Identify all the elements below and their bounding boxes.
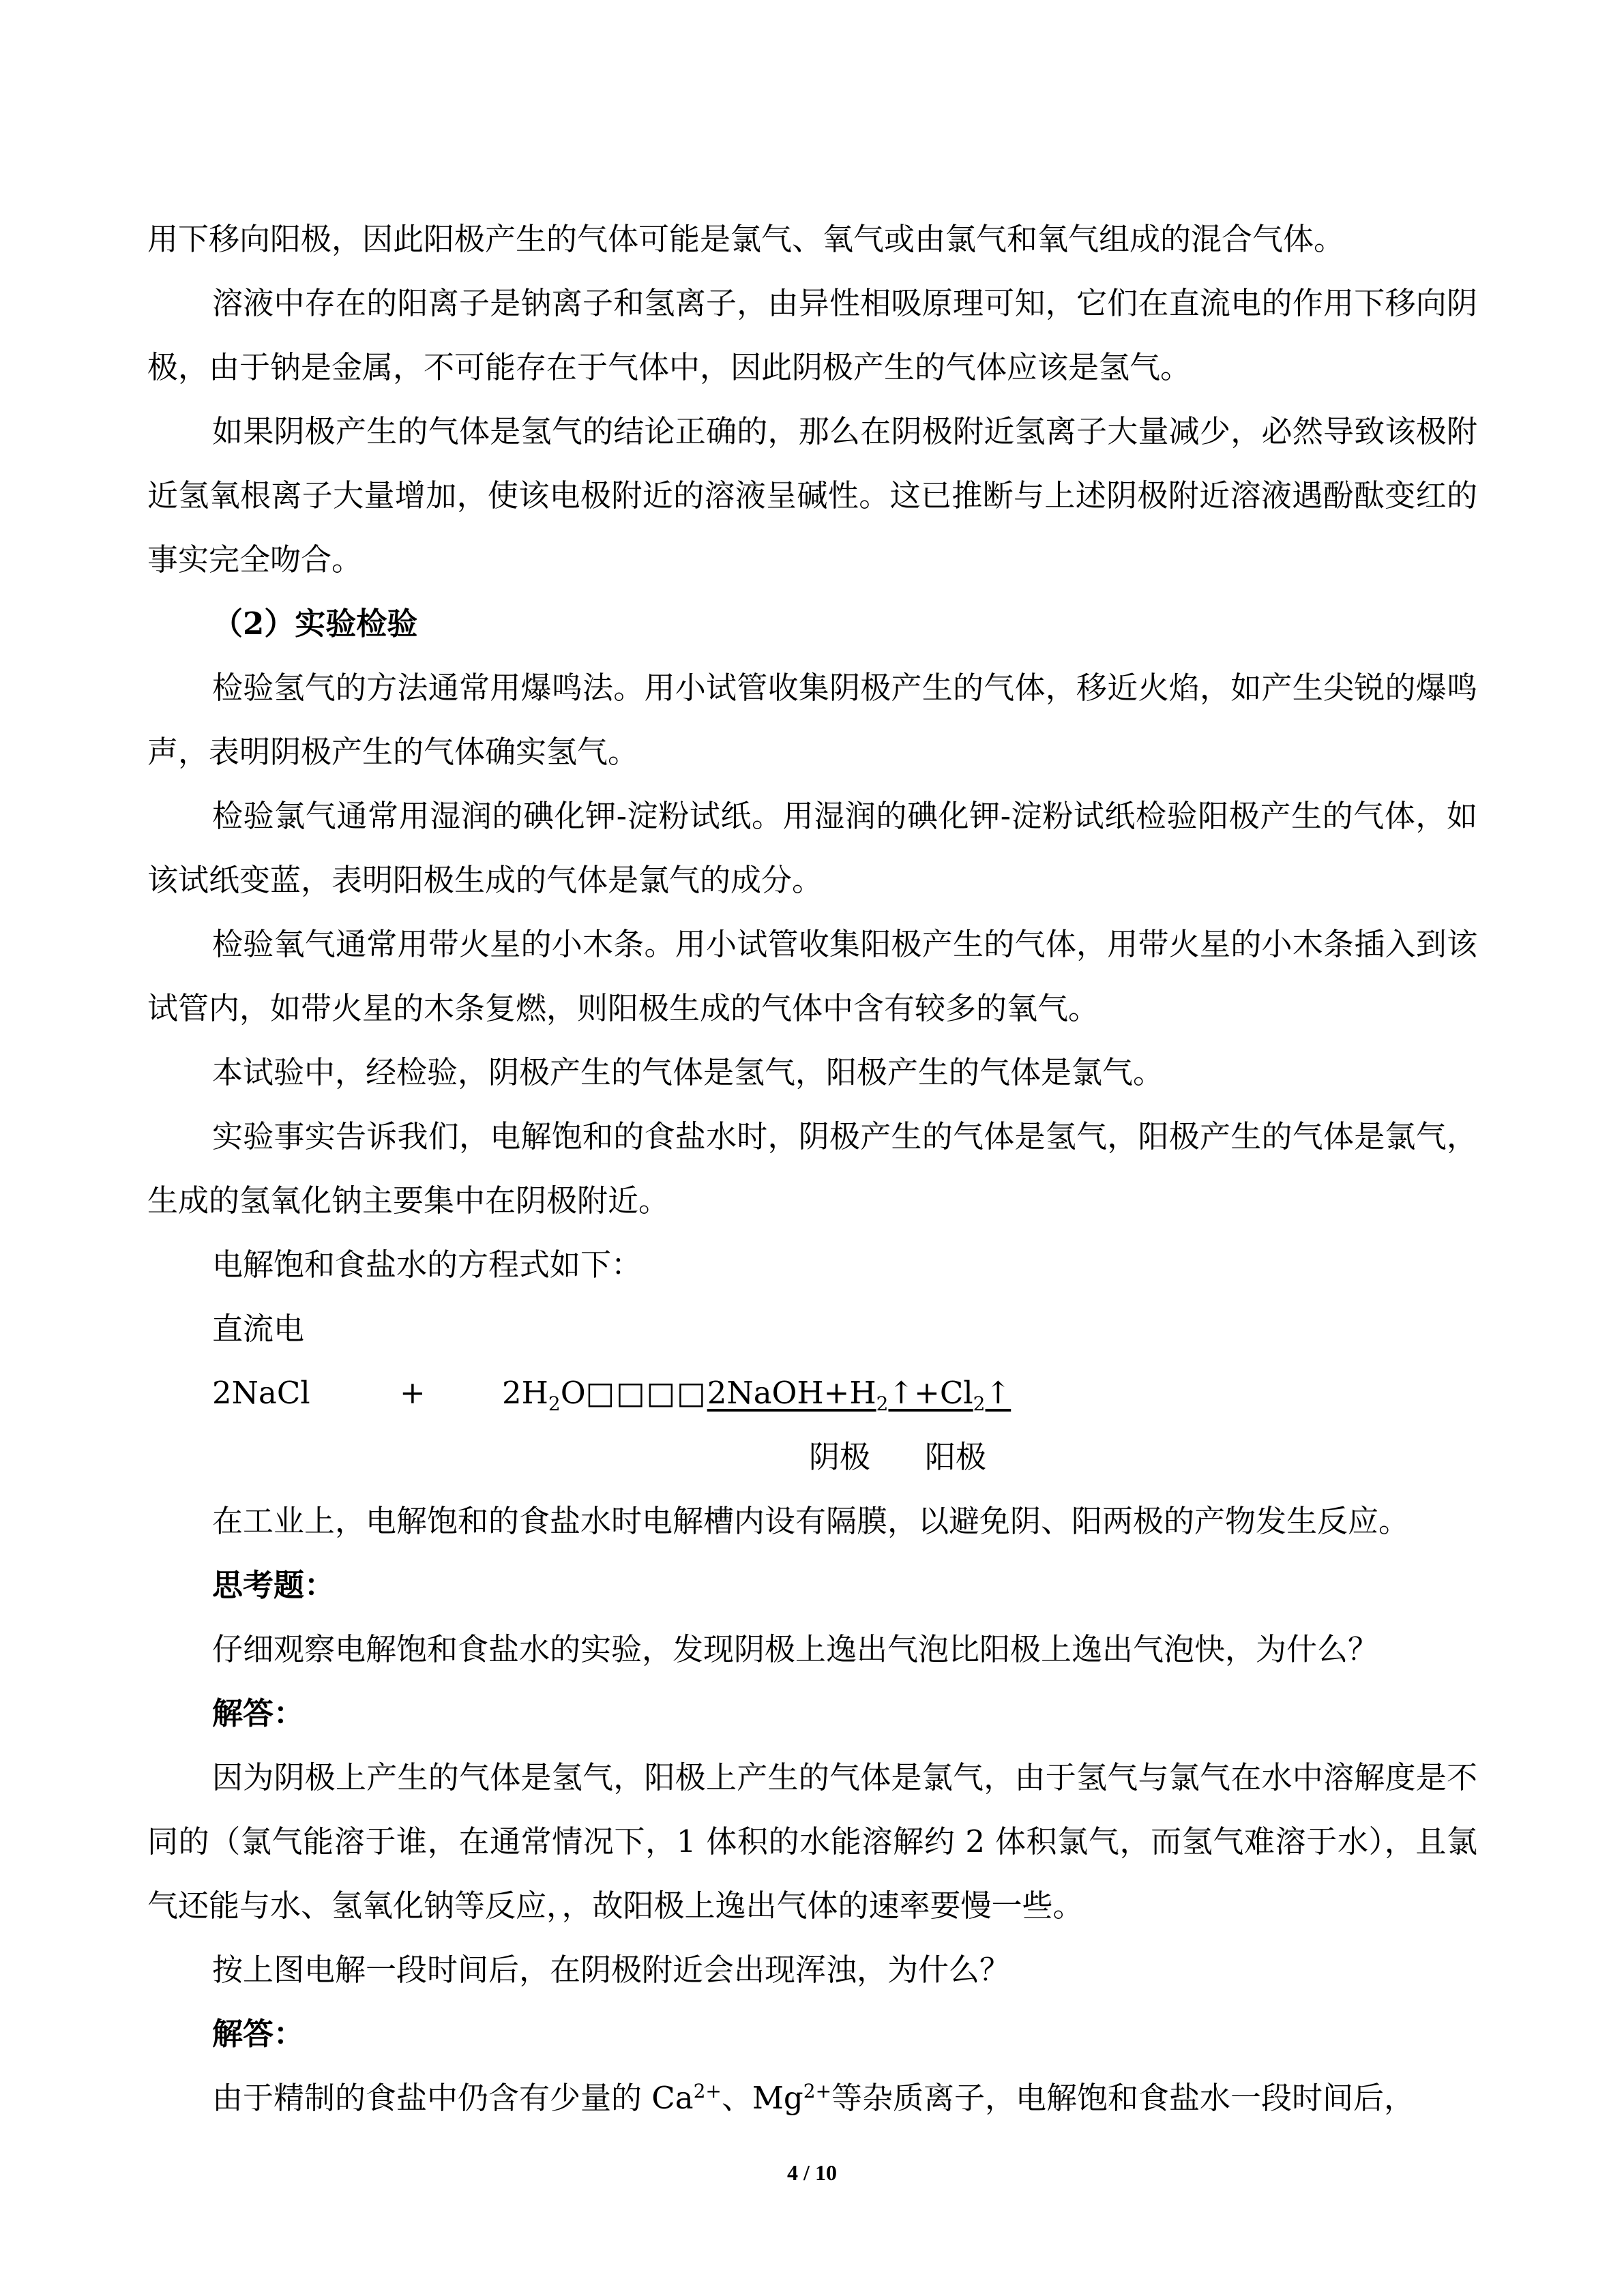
answer-heading: 解答： (212, 2016, 305, 2052)
equation-h2-subscript: 2 (876, 1392, 889, 1415)
equation-reactant-nacl: 2NaCl (212, 1375, 310, 1411)
equation-product-pre: 2NaOH+H (707, 1375, 876, 1411)
section-heading: （2）实验检验 (212, 606, 418, 642)
equation-reactant-water-pre: 2H (502, 1375, 548, 1411)
paragraph: 检验氧气通常用带火星的小木条。用小试管收集阳极产生的气体，用带火星的小木条插入到该试管内，如带火星的木条复燃，则阳极生成的气体中含有较多的氧气。 (147, 926, 1477, 1026)
calcium-charge: 2+ (693, 2080, 722, 2102)
paragraph: 在工业上，电解饱和的食盐水时电解槽内设有隔膜，以避免阴、阳两极的产物发生反应。 (212, 1503, 1410, 1539)
chemical-equation (147, 1361, 1477, 1425)
paragraph: 本试验中，经检验，阴极产生的气体是氢气，阳极产生的气体是氯气。 (212, 1054, 1164, 1090)
paragraph: 电解饱和食盐水的方程式如下： (212, 1247, 643, 1283)
equation-reactant-water-post: O (560, 1375, 586, 1411)
equation-water-subscript: 2 (548, 1392, 561, 1415)
paragraph: 检验氯气通常用湿润的碘化钾-淀粉试纸。用湿润的碘化钾-淀粉试纸检验阳极产生的气体，如该试纸变蓝，表明阳极生成的气体是氯气的成分。 (147, 798, 1477, 898)
equation-product-mid: ↑+Cl (888, 1375, 973, 1411)
answer-heading: 解答： (212, 1695, 305, 1731)
equation-product-post: ↑ (985, 1375, 1012, 1411)
equation-plus-sign: + (400, 1375, 426, 1411)
electrode-labels (147, 1425, 1477, 1489)
question-heading: 思考题： (212, 1567, 336, 1603)
paragraph: 用下移向阳极，因此阳极产生的气体可能是氯气、氧气或由氯气和氧气组成的混合气体。 (147, 221, 1345, 257)
equation-condition: 直流电 (212, 1311, 305, 1347)
question-text: 按上图电解一段时间后，在阴极附近会出现浑浊，为什么？ (212, 1952, 1011, 1988)
anode-label: 阳极 (925, 1439, 987, 1475)
page-number: 4 / 10 (787, 2160, 837, 2185)
paragraph: 如果阴极产生的气体是氢气的结论正确的，那么在阴极附近氢离子大量减少，必然导致该极附近氢氧根离子大量增加，使该电极附近的溶液呈碱性。这已推断与上述阴极附近溶液遇酚酞变红的事实完全吻合。 (147, 413, 1477, 578)
equation-missing-glyphs: □□□□ (585, 1375, 707, 1411)
document-body (147, 207, 1477, 2130)
equation-cl2-subscript: 2 (973, 1392, 986, 1415)
equation-right-part (502, 1361, 1011, 1425)
question-text: 仔细观察电解饱和食盐水的实验，发现阴极上逸出气泡比阳极上逸出气泡快，为什么？ (212, 1631, 1379, 1667)
answer-text-pre: 由于精制的食盐中仍含有少量的 Ca (212, 2080, 694, 2116)
answer-text: 因为阴极上产生的气体是氢气，阳极上产生的气体是氯气，由于氢气与氯气在水中溶解度是不同的（氯气能溶于谁，在通常情况下，1 体积的水能溶解约 2 体积氯气，而氢气难溶于水），且氯气还能与水、氢氧化钠等反应，，故阳极上逸出气体的速率要慢一些。 (147, 1759, 1477, 1924)
paragraph: 实验事实告诉我们，电解饱和的食盐水时，阴极产生的气体是氢气，阳极产生的气体是氯气，生成的氢氧化钠主要集中在阴极附近。 (147, 1118, 1477, 1219)
answer-text (147, 2066, 1477, 2130)
answer-text-post: 等杂质离子，电解饱和食盐水一段时间后， (831, 2080, 1415, 2116)
equation-products (707, 1375, 1012, 1415)
paragraph: 检验氢气的方法通常用爆鸣法。用小试管收集阴极产生的气体，移近火焰，如产生尖锐的爆鸣声，表明阴极产生的气体确实氢气。 (147, 670, 1477, 770)
paragraph: 溶液中存在的阳离子是钠离子和氢离子，由异性相吸原理可知，它们在直流电的作用下移向阴极，由于钠是金属，不可能存在于气体中，因此阴极产生的气体应该是氢气。 (147, 285, 1477, 385)
cathode-label: 阴极 (809, 1439, 871, 1475)
answer-text-mid: 、Mg (721, 2080, 803, 2116)
magnesium-charge: 2+ (803, 2080, 832, 2102)
